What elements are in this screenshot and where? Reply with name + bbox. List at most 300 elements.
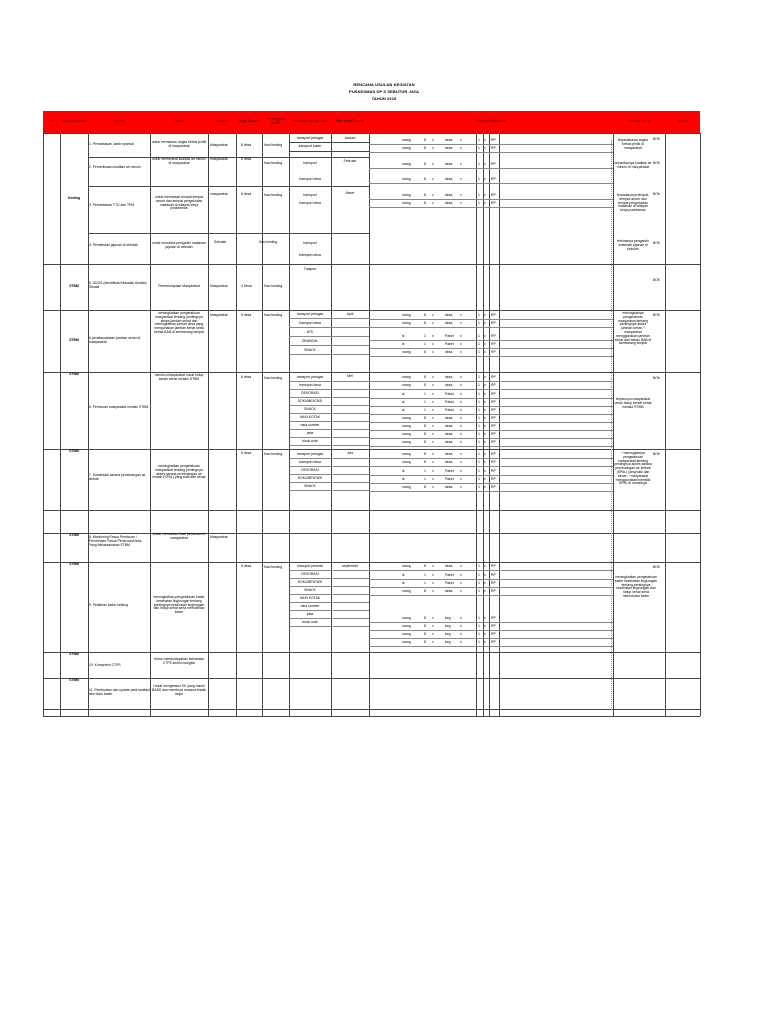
indikator-cell: * meningkatnya pengetahuan masyarakat tentang pentingnya akses sarana pembuangan air limbah (SPAL) yang baik dan benar; * masyarakat menggunakan/memiliki SPAL di rumahnya [614, 451, 652, 486]
kegiatan-cell: 11. Pembuatan dan update peta sanitasi dan buku kader [89, 688, 150, 696]
grid-line [369, 570, 613, 571]
calc-cell: orang [402, 321, 411, 325]
pj-cell: Kasi kesling [264, 452, 283, 456]
resource-cell: transport peserta [297, 564, 323, 568]
calc-cell: x [432, 589, 434, 593]
grid-line [289, 490, 369, 491]
calc-cell: desa [445, 564, 453, 568]
resource-cell: nara sumber [300, 423, 320, 427]
calc-cell: 1 [478, 342, 480, 346]
pj-cell: Kasi kesling [264, 313, 283, 317]
calc-cell: RP [491, 581, 496, 585]
calc-cell: x [432, 138, 434, 142]
calc-cell: x [484, 138, 486, 142]
calc-cell: 8 [424, 383, 426, 387]
header-kebutuhan: Kebutuhan Sumber Daya [289, 111, 331, 133]
kegiatan-cell: 9. Pelatihan kader kesling [89, 603, 128, 607]
calc-cell: x [432, 616, 434, 620]
target-cell: 8 desa [241, 451, 252, 455]
calc-cell: orang [402, 632, 411, 636]
calc-cell: x [484, 573, 486, 577]
grid-line [369, 207, 613, 208]
grid-line [369, 595, 613, 596]
calc-cell: desa [445, 201, 453, 205]
section-stbm: STBM [69, 678, 79, 682]
calc-cell: 8 [424, 146, 426, 150]
resource-cell: block note [302, 439, 318, 443]
calc-cell: x [460, 632, 462, 636]
calc-cell: RP [491, 640, 496, 644]
calc-cell: x [460, 452, 462, 456]
calc-cell: x [484, 177, 486, 181]
calc-cell: x [432, 201, 434, 205]
calc-cell: RP [491, 334, 496, 338]
grid-line [369, 319, 613, 320]
resource-cell: peta [306, 612, 314, 616]
calc-cell: desa [445, 375, 453, 379]
calc-cell: Paket [445, 400, 454, 404]
grid-line [43, 716, 700, 717]
grid-line [289, 626, 369, 627]
calc-cell: x [432, 416, 434, 420]
grid-line [369, 356, 613, 357]
mitra-cell: Januari [344, 136, 356, 140]
calc-cell: keg [445, 640, 451, 644]
grid-line [369, 622, 613, 623]
grid-line [369, 422, 613, 423]
resource-cell: transport petugas [296, 136, 324, 140]
calc-cell: 1 [478, 350, 480, 354]
calc-cell: x [432, 581, 434, 585]
calc-cell: 8 [424, 624, 426, 628]
resource-cell: transport desa [299, 321, 321, 325]
grid-line [369, 398, 613, 399]
calc-cell: x [432, 640, 434, 644]
grid-line [289, 474, 369, 475]
calc-cell: RP [491, 146, 496, 150]
calc-cell: 1 [478, 146, 480, 150]
grid-line [289, 354, 369, 355]
calc-cell: x [460, 589, 462, 593]
grid-line [369, 579, 613, 580]
section-stbm: STBM [69, 562, 79, 566]
section-stbm: STBM [69, 533, 79, 537]
grid-line [613, 133, 614, 716]
calc-cell: orang [402, 177, 411, 181]
calc-cell: 1 [478, 452, 480, 456]
grid-line [369, 144, 613, 145]
calc-cell: RP [491, 477, 496, 481]
calc-cell: x [460, 564, 462, 568]
calc-cell: 1 [478, 400, 480, 404]
calc-cell: x [460, 342, 462, 346]
calc-cell: x [484, 452, 486, 456]
calc-cell: x [432, 146, 434, 150]
calc-cell: RP [491, 392, 496, 396]
calc-cell: x [484, 350, 486, 354]
calc-cell: 1 [478, 632, 480, 636]
grid-line [369, 183, 613, 184]
calc-cell: x [484, 632, 486, 636]
sumber-cell: BOK [653, 137, 661, 141]
calc-cell: x [460, 640, 462, 644]
calc-cell: RP [491, 424, 496, 428]
calc-cell: x [484, 477, 486, 481]
calc-cell: RP [491, 400, 496, 404]
calc-cell: keg [445, 632, 451, 636]
grid-line [262, 133, 263, 716]
calc-cell: x [460, 485, 462, 489]
calc-cell: 1 [424, 392, 426, 396]
calc-cell: orang [402, 375, 411, 379]
calc-cell: 1 [478, 460, 480, 464]
indikator-cell: terpantaunya kualitas air minum di masyarakat [614, 161, 652, 169]
resource-cell: transport petugas [296, 312, 324, 316]
grid-line [369, 638, 613, 639]
calc-cell: x [460, 201, 462, 205]
calc-cell: Paket [445, 408, 454, 412]
calc-cell: 1 [478, 624, 480, 628]
pj-cell: Kasi kesling [264, 193, 283, 197]
calc-cell: orang [402, 640, 411, 644]
tujuan-cell: untuk membina pengantin makanan jajanan di sekolah [152, 241, 206, 249]
calc-cell: x [432, 408, 434, 412]
grid-line [369, 168, 613, 169]
header-sumber: Sumber [665, 111, 700, 133]
calc-cell: 8 [424, 564, 426, 568]
calc-cell: x [460, 424, 462, 428]
grid-line [289, 437, 369, 438]
kegiatan-cell: 2. Pemeriksaan kualitas air minum [89, 165, 141, 169]
grid-line [43, 133, 700, 134]
grid-line [88, 186, 369, 187]
calc-cell: 8 [424, 177, 426, 181]
calc-cell: x [432, 632, 434, 636]
calc-cell: desa [445, 350, 453, 354]
resource-cell: block note [302, 620, 318, 624]
grid-line [43, 510, 700, 511]
tujuan-cell: untuk memantau tempat-tempat umum dan tempat pengelolaan makanan di wilayah kerja puskesmas [154, 195, 204, 211]
calc-cell: x [484, 432, 486, 436]
calc-cell: RP [491, 573, 496, 577]
calc-cell: RP [491, 564, 496, 568]
mitra-cell: Februari [343, 159, 357, 163]
tujuan-cell: untuk memantau hasil pemicuan di masyarakat [152, 532, 206, 540]
calc-cell: x [432, 469, 434, 473]
grid-line [369, 340, 613, 341]
calc-cell: RP [491, 375, 496, 379]
section-kesling: Kesling [67, 196, 81, 200]
pj-cell: Kasi kesling [259, 240, 278, 244]
calc-cell: desa [445, 440, 453, 444]
resource-cell: transport desa [299, 460, 321, 464]
grid-line [369, 152, 613, 153]
calc-cell: desa [445, 432, 453, 436]
calc-cell: desa [445, 383, 453, 387]
calc-cell: RP [491, 632, 496, 636]
grid-line [43, 133, 44, 716]
calc-cell: 1 [478, 469, 480, 473]
tujuan-cell: Untuk mengetahui KK yang masih BABS dan membuat rencana tindak lanjut [152, 684, 206, 696]
calc-cell: x [432, 424, 434, 428]
calc-cell: 1 [424, 477, 426, 481]
tujuan-cell: meningkatkan pengetahuan kader kesehatan lingkungan tentang pentingnya kesehatan lingkungan dan hidup sehat serta memotivasi kader [153, 595, 205, 615]
target-cell: 8 desa [241, 192, 252, 196]
grid-line [369, 199, 613, 200]
calc-cell: x [460, 321, 462, 325]
resource-cell: SNACK [304, 407, 316, 411]
calc-cell: x [432, 477, 434, 481]
sasaran-cell: Masyarakat [210, 284, 228, 288]
calc-cell: orang [402, 201, 411, 205]
calc-cell: desa [445, 416, 453, 420]
resource-cell: nara sumber [300, 604, 320, 608]
calc-cell: 8 [424, 416, 426, 420]
calc-cell: RP [491, 193, 496, 197]
calc-cell: 8 [424, 193, 426, 197]
calc-cell: 1 [478, 313, 480, 317]
calc-cell: desa [445, 313, 453, 317]
calc-cell: 1 [478, 477, 480, 481]
doc-subtitle: PUSKESMAS DP S SEBUTUR JAYA [349, 89, 419, 94]
pj-cell: Kasi kesling [264, 161, 283, 165]
calc-cell: RP [491, 321, 496, 325]
resource-cell: DOKUMENTASI [297, 476, 323, 480]
mitra-cell: Maret [345, 191, 355, 195]
calc-cell: x [432, 432, 434, 436]
calc-cell: x [484, 392, 486, 396]
calc-cell: ls [402, 400, 405, 404]
calc-cell: RP [491, 162, 496, 166]
resource-cell: transport [303, 241, 317, 245]
kegiatan-cell: 7. Sosialisasi sarana pembuangan air limbah [89, 473, 146, 481]
calc-cell: x [484, 383, 486, 387]
header-mitra: Mitra Kerja/Sasaran [331, 111, 369, 133]
target-cell: 4 Desa [241, 284, 252, 288]
calc-cell: x [460, 177, 462, 181]
grid-line [289, 445, 369, 446]
calc-cell: Paket [445, 581, 454, 585]
calc-cell: ls [402, 342, 405, 346]
calc-cell: orang [402, 485, 411, 489]
grid-line [369, 327, 613, 328]
calc-cell: 1 [424, 400, 426, 404]
calc-cell: 8 [424, 460, 426, 464]
calc-cell: x [460, 193, 462, 197]
calc-cell: Paket [445, 334, 454, 338]
calc-cell: 1 [478, 334, 480, 338]
calc-cell: 1 [424, 334, 426, 338]
resource-cell: transport petugas [296, 375, 324, 379]
grid-line [369, 587, 613, 588]
grid-line [43, 709, 700, 710]
sumber-cell: BOK [653, 161, 661, 165]
calc-cell: 1 [478, 564, 480, 568]
grid-line [289, 466, 369, 467]
calc-cell: RP [491, 383, 496, 387]
calc-cell: orang [402, 564, 411, 568]
resource-cell: DEKORASI [301, 572, 319, 576]
calc-cell: 1 [478, 589, 480, 593]
grid-line [289, 405, 369, 406]
grid-line [369, 438, 613, 439]
calc-cell: x [432, 440, 434, 444]
calc-cell: 1 [424, 408, 426, 412]
header-target: Target Sasaran [236, 111, 262, 133]
resource-cell: DOKUMENTASI [297, 580, 323, 584]
grid-line [489, 133, 490, 716]
calc-cell: orang [402, 440, 411, 444]
sumber-cell: BOK [653, 241, 661, 245]
kegiatan-cell: 1. Pemantauan Jamb nyamuk [89, 142, 135, 146]
calc-cell: 1 [478, 383, 480, 387]
calc-cell: x [484, 616, 486, 620]
calc-cell: 1 [478, 416, 480, 420]
calc-cell: RP [491, 452, 496, 456]
calc-cell: 8 [424, 321, 426, 325]
kegiatan-cell: 6.penatausahaan jamban sehat di masyarakat [89, 336, 141, 344]
grid-line [88, 133, 89, 716]
calc-cell: orang [402, 432, 411, 436]
calc-cell: RP [491, 416, 496, 420]
calc-cell: ls [402, 581, 405, 585]
tujuan-cell: Pemberdayaan Masyarakat [158, 284, 200, 288]
calc-cell: RP [491, 408, 496, 412]
calc-cell: 1 [478, 640, 480, 644]
calc-cell: x [484, 193, 486, 197]
calc-cell: 1 [478, 432, 480, 436]
sasaran-cell: masyarakat [210, 157, 228, 161]
grid-line [369, 348, 613, 349]
calc-cell: orang [402, 193, 411, 197]
resource-cell: transport petugas [296, 452, 324, 456]
tujuan-cell: untuk memantau angka bebas jentik di masyarakat [151, 140, 207, 148]
calc-cell: orang [402, 452, 411, 456]
calc-cell: Paket [445, 392, 454, 396]
calc-cell: x [484, 440, 486, 444]
grid-line [369, 133, 370, 716]
mitra-cell: April [346, 312, 354, 316]
resource-cell: transport kader [298, 144, 322, 148]
sasaran-cell: Sekolah [214, 240, 227, 244]
calc-cell: x [484, 400, 486, 404]
calc-cell: x [484, 424, 486, 428]
calc-cell: orang [402, 460, 411, 464]
calc-cell: orang [402, 383, 411, 387]
calc-cell: x [460, 624, 462, 628]
header-no: No [43, 111, 60, 133]
grid-line [369, 646, 613, 647]
kegiatan-cell: 3. Pemantauan TTU dan TPM [89, 203, 135, 207]
calc-cell: desa [445, 485, 453, 489]
calc-cell: RP [491, 589, 496, 593]
grid-line [369, 483, 613, 484]
calc-cell: x [460, 469, 462, 473]
calc-cell: x [460, 138, 462, 142]
header-kegiatan: Kegiatan [88, 111, 150, 133]
calc-cell: x [484, 469, 486, 473]
calc-cell: desa [445, 589, 453, 593]
calc-cell: 8 [424, 589, 426, 593]
calc-cell: x [432, 383, 434, 387]
kegiatan-cell: 6. Pemicuan masyarakat melalui STBM [89, 405, 149, 409]
grid-line [611, 140, 612, 710]
grid-line [289, 389, 369, 390]
calc-cell: x [460, 573, 462, 577]
calc-cell: 1 [424, 573, 426, 577]
calc-cell: x [484, 564, 486, 568]
calc-cell: 1 [424, 342, 426, 346]
calc-cell: 1 [478, 573, 480, 577]
calc-cell: RP [491, 432, 496, 436]
resource-cell: NASI KOTAK [299, 596, 321, 600]
sumber-cell: BOK [653, 376, 661, 380]
grid-line [369, 466, 613, 467]
calc-cell: RP [491, 460, 496, 464]
grid-line [43, 533, 700, 534]
resource-cell: peta [306, 431, 314, 435]
grid-line [369, 430, 613, 431]
calc-cell: x [484, 313, 486, 317]
calc-cell: 1 [478, 201, 480, 205]
grid-line [88, 233, 369, 234]
grid-line [369, 491, 613, 492]
calc-cell: 1 [478, 392, 480, 396]
calc-cell: orang [402, 589, 411, 593]
grid-line [289, 381, 369, 382]
sumber-cell: BOK [653, 313, 661, 317]
resource-cell: NASI KOTAK [299, 415, 321, 419]
calc-cell: keg [445, 624, 451, 628]
calc-cell: RP [491, 138, 496, 142]
calc-cell: x [484, 581, 486, 585]
calc-cell: x [484, 321, 486, 325]
kegiatan-cell: 10. Kompreksi CTPS [89, 663, 121, 667]
grid-line [369, 414, 613, 415]
calc-cell: x [432, 334, 434, 338]
calc-cell: 1 [478, 616, 480, 620]
calc-cell: x [460, 460, 462, 464]
calc-cell: x [432, 162, 434, 166]
grid-line [289, 421, 369, 422]
grid-line [150, 133, 151, 716]
resource-cell: transport desa [299, 201, 321, 205]
calc-cell: x [460, 383, 462, 387]
calc-cell: desa [445, 138, 453, 142]
grid-line [289, 336, 369, 337]
section-stbm: STBM [69, 652, 79, 656]
resource-cell: DOKUMENTASI [297, 399, 323, 403]
calc-cell: x [484, 375, 486, 379]
target-cell: 8 desa [241, 313, 252, 317]
resource-cell: transport [303, 193, 317, 197]
indikator-cell: meningkatkan pengetahuan kader kesehatan lingkungan tentang pentingnya kesehatan lingkungan dan hidup sehat serta memotivasi kader [614, 575, 658, 598]
calc-cell: orang [402, 146, 411, 150]
calc-cell: x [432, 400, 434, 404]
grid-line [369, 458, 613, 459]
resource-cell: transport desa [299, 383, 321, 387]
calc-cell: Paket [445, 469, 454, 473]
header-penanggung: Penanggung Jawab [262, 111, 289, 133]
calc-cell: ls [402, 334, 405, 338]
resource-cell: Trasport [303, 267, 317, 271]
calc-cell: x [432, 193, 434, 197]
grid-line [369, 389, 613, 390]
calc-cell: x [484, 485, 486, 489]
calc-cell: x [484, 460, 486, 464]
calc-cell: x [484, 640, 486, 644]
calc-cell: x [432, 313, 434, 317]
